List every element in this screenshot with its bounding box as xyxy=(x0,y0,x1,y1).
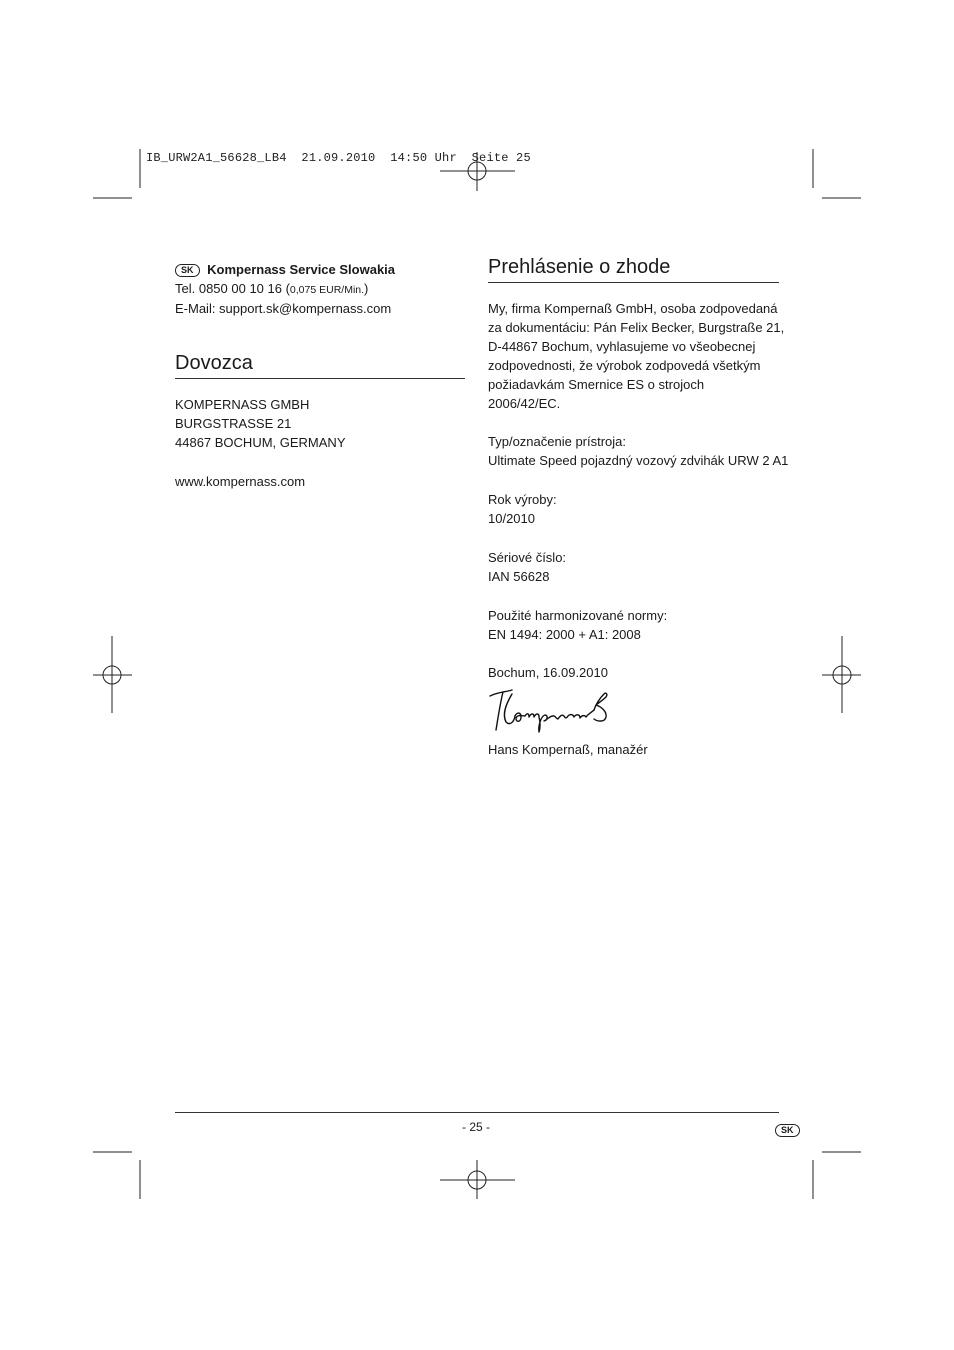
norms-value: EN 1494: 2000 + A1: 2008 xyxy=(488,627,641,642)
tel-suffix: ) xyxy=(364,281,369,296)
declaration-intro-line-1: My, firma Kompernaß GmbH, osoba zodpovedaná xyxy=(488,301,778,316)
year-label: Rok výroby: xyxy=(488,492,557,507)
declaration-intro-line-4: zodpovednosti, že výrobok zodpovedá všetkým xyxy=(488,358,761,373)
signature-image xyxy=(488,686,616,736)
norms-label: Použité harmonizované normy: xyxy=(488,608,668,623)
service-header xyxy=(175,260,395,279)
importer-heading-rule xyxy=(175,378,465,379)
serial-value: IAN 56628 xyxy=(488,569,550,584)
declaration-intro-line-3: D-44867 Bochum, vyhlasujeme vo všeobecnej xyxy=(488,339,756,354)
country-badge: SK xyxy=(175,264,200,277)
importer-line-1: KOMPERNASS GMBH xyxy=(175,397,310,412)
importer-line-3: 44867 BOCHUM, GERMANY xyxy=(175,435,346,450)
footer-country-badge: SK xyxy=(775,1124,800,1137)
place-date: Bochum, 16.09.2010 xyxy=(488,665,608,680)
declaration-heading-rule xyxy=(488,282,779,283)
type-label: Typ/označenie prístroja: xyxy=(488,434,627,449)
signatory-name: Hans Kompernaß, manažér xyxy=(488,742,648,757)
type-value: Ultimate Speed pojazdný vozový zdvihák URW 2 A1 xyxy=(488,453,789,468)
declaration-intro-line-2: za dokumentáciu: Pán Felix Becker, Burgstraße 21, xyxy=(488,320,785,335)
service-email: E-Mail: support.sk@kompernass.com xyxy=(175,301,392,316)
serial-label: Sériové číslo: xyxy=(488,550,567,565)
declaration-intro-line-5: požiadavkám Smernice ES o strojoch xyxy=(488,377,705,392)
service-name: Kompernass Service Slowakia xyxy=(207,262,396,277)
importer-heading: Dovozca xyxy=(175,352,253,374)
print-slug: IB_URW2A1_56628_LB4 21.09.2010 14:50 Uhr Seite 25 xyxy=(146,151,531,165)
year-value: 10/2010 xyxy=(488,511,535,526)
declaration-heading: Prehlásenie o zhode xyxy=(488,256,671,278)
importer-website: www.kompernass.com xyxy=(175,474,306,489)
footer-rule xyxy=(175,1112,779,1113)
page-number: - 25 - xyxy=(462,1120,491,1134)
tel-number: Tel. 0850 00 10 16 ( xyxy=(175,281,290,296)
footer-country-badge-wrap xyxy=(775,1120,800,1139)
registration-mark-bottom xyxy=(440,1160,515,1199)
registration-mark-right xyxy=(822,636,861,713)
importer-line-2: BURGSTRASSE 21 xyxy=(175,416,292,431)
declaration-intro-line-6: 2006/42/EC. xyxy=(488,396,561,411)
registration-mark-left xyxy=(93,636,132,713)
service-tel xyxy=(175,279,368,300)
tel-rate: 0,075 EUR/Min. xyxy=(289,284,365,296)
